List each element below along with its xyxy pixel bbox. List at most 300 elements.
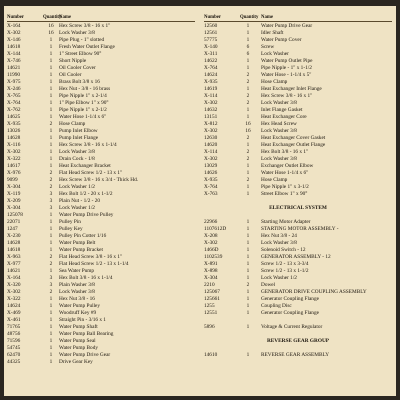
part-row xyxy=(7,149,195,156)
part-name: Water Hose - 1-1/4 x 5" xyxy=(261,72,312,78)
part-number: X-812 xyxy=(204,121,218,127)
part-row xyxy=(7,184,195,191)
part-name: Hex Screw 3/8 - 16 x 1-1/4 xyxy=(59,142,117,148)
part-row xyxy=(204,282,392,289)
part-row xyxy=(7,254,195,261)
part-row xyxy=(7,219,195,226)
part-quantity: 2 xyxy=(49,184,53,190)
part-number: X-963 xyxy=(7,254,21,260)
part-name: Screw xyxy=(261,44,275,50)
part-quantity: 1 xyxy=(49,51,53,57)
part-number: X-304 xyxy=(7,205,21,211)
part-quantity: 1 xyxy=(246,324,250,330)
part-name: Voltage & Current Regulator xyxy=(261,324,323,330)
part-quantity: 2 xyxy=(49,177,53,183)
part-row xyxy=(7,170,195,177)
part-row xyxy=(204,23,392,30)
part-row xyxy=(7,233,195,240)
part-name: Hose Clamp xyxy=(59,121,86,127)
part-row xyxy=(7,296,195,303)
part-name: Water Pump Seal xyxy=(59,338,96,344)
part-quantity: 1 xyxy=(246,114,250,120)
part-number: 1466D xyxy=(204,247,219,253)
part-number: X-116 xyxy=(7,142,21,148)
part-row xyxy=(7,128,195,135)
part-name: REVERSE GEAR ASSEMBLY xyxy=(261,352,330,358)
part-number: X-469 xyxy=(7,310,21,316)
part-row xyxy=(7,65,195,72)
part-number: X-304 xyxy=(204,275,218,281)
part-quantity: 1 xyxy=(49,324,53,330)
part-number: 71596 xyxy=(7,338,21,344)
part-number: 13026 xyxy=(7,128,21,134)
part-name: GENERATOR ASSEMBLY - 12 xyxy=(261,254,331,260)
part-quantity: 2 xyxy=(49,289,53,295)
header-quantity: Quantity xyxy=(43,15,62,20)
part-number: 14624 xyxy=(7,303,21,309)
part-name: Lock Washer 3/8 xyxy=(59,30,95,36)
part-quantity: 1 xyxy=(246,219,250,225)
part-quantity: 1 xyxy=(246,268,250,274)
part-name: Water Pump Shaft xyxy=(59,324,98,330)
part-quantity: 1 xyxy=(49,268,53,274)
part-name: Water Hose 1-1/4 x 6" xyxy=(261,170,309,176)
part-name: Pump Inlet Elbow xyxy=(59,128,98,134)
part-quantity: 1 xyxy=(49,303,53,309)
part-name: Water Pump Ball Bearing xyxy=(59,331,114,337)
part-name: Lock Washer 3/8 xyxy=(59,149,95,155)
part-row xyxy=(7,359,195,366)
part-quantity: 3 xyxy=(49,205,53,211)
part-row xyxy=(204,121,392,128)
part-row xyxy=(204,254,392,261)
part-row xyxy=(7,240,195,247)
part-name: Hose Clamp xyxy=(261,79,288,85)
part-number: X-164 xyxy=(7,23,21,29)
part-number: X-322 xyxy=(7,156,21,162)
part-number: X-461 xyxy=(7,317,21,323)
part-name: Hex Bolt 1/2 - 20 x 1-1/2 xyxy=(59,191,113,197)
part-quantity: 2 xyxy=(49,121,53,127)
header-number: Number xyxy=(7,15,25,20)
part-number: X-209 xyxy=(7,198,21,204)
part-number: X-146 xyxy=(7,37,21,43)
part-number: X-977 xyxy=(7,261,21,267)
part-name: Drain Cock - 1/8 xyxy=(59,156,95,162)
part-quantity: 1 xyxy=(49,135,53,141)
part-row xyxy=(204,156,392,163)
part-row xyxy=(204,233,392,240)
part-quantity: 3 xyxy=(49,275,53,281)
part-quantity: 1 xyxy=(246,170,250,176)
part-name: Pipe Nipple - 1" x 1-1/2 xyxy=(261,65,312,71)
part-quantity: 1 xyxy=(246,58,250,64)
part-number: 14622 xyxy=(204,58,218,64)
part-name: Hex Nut 3/8 - 16 xyxy=(59,296,95,302)
part-name: Dowel xyxy=(261,282,276,288)
part-quantity: 1 xyxy=(246,254,250,260)
part-number: X-935 xyxy=(7,121,21,127)
part-number: 57775 xyxy=(204,37,218,43)
part-quantity: 6 xyxy=(246,51,250,57)
part-name: Water Pump Bracket xyxy=(59,247,103,253)
part-name: Lock Washer 3/8 xyxy=(261,128,297,134)
header-quantity: Quantity xyxy=(240,15,259,20)
part-row xyxy=(7,23,195,30)
part-quantity: 1 xyxy=(49,345,53,351)
part-row xyxy=(204,240,392,247)
part-quantity: 2 xyxy=(49,254,53,260)
part-number: 1102539 xyxy=(204,254,223,260)
part-row xyxy=(7,93,195,100)
part-row xyxy=(7,331,195,338)
part-row xyxy=(7,58,195,65)
part-number: X-114 xyxy=(204,149,218,155)
part-row xyxy=(204,191,392,198)
part-number: X-304 xyxy=(7,184,21,190)
part-name: Starting Motor Adapter xyxy=(261,219,311,225)
part-number: X-898 xyxy=(204,268,218,274)
part-name: Pipe Nipple 1" x 3-1/2 xyxy=(261,184,309,190)
part-row xyxy=(7,30,195,37)
part-name: Hex Nut 3/8 - 24 xyxy=(261,233,297,239)
part-quantity: 1 xyxy=(246,233,250,239)
spacer xyxy=(204,198,392,205)
part-number: X-302 xyxy=(204,240,218,246)
part-quantity: 1 xyxy=(49,359,53,365)
part-row xyxy=(7,107,195,114)
part-name: Hex Screw 3/8 - 16 x 1" xyxy=(261,93,313,99)
left-parts-list xyxy=(7,23,195,366)
parts-list-page xyxy=(4,6,396,396)
part-quantity: 1 xyxy=(246,107,250,113)
part-number: 12560 xyxy=(204,23,218,29)
part-name: Heat Exchanger Cover Gasket xyxy=(261,135,326,141)
part-row xyxy=(7,310,195,317)
part-number: X-164 xyxy=(7,275,21,281)
part-name: Pump Inlet Flange xyxy=(59,135,99,141)
part-name: Screw 1/2 - 13 x 3-3/4 xyxy=(261,261,309,267)
part-row xyxy=(7,338,195,345)
part-name: Heat Exchanger Core xyxy=(261,114,307,120)
part-quantity: 1 xyxy=(49,79,53,85)
part-number: X-762 xyxy=(7,107,21,113)
part-number: X-311 xyxy=(204,51,218,57)
part-name: Pipe Plug - 1" slotted xyxy=(59,37,105,43)
part-row xyxy=(204,30,392,37)
part-number: X-320 xyxy=(7,282,21,288)
part-row xyxy=(7,51,195,58)
part-row xyxy=(204,268,392,275)
part-row xyxy=(204,128,392,135)
part-row xyxy=(7,275,195,282)
part-quantity: 1 xyxy=(49,317,53,323)
part-name: Lock Washer 3/8 xyxy=(59,289,95,295)
part-quantity: 1 xyxy=(49,65,53,71)
part-quantity: 1 xyxy=(49,149,53,155)
part-number: 14619 xyxy=(204,86,218,92)
part-number: 14632 xyxy=(204,107,218,113)
part-number: X-302 xyxy=(204,128,218,134)
part-quantity: 1 xyxy=(49,156,53,162)
part-row xyxy=(7,303,195,310)
part-name: Exchanger Outlet Elbow xyxy=(261,163,314,169)
part-name: Solenoid Switch - 12 xyxy=(261,247,306,253)
part-row xyxy=(204,135,392,142)
part-row xyxy=(204,149,392,156)
part-name: Generator Coupling Flange xyxy=(261,310,319,316)
part-row xyxy=(7,44,195,51)
part-quantity: 6 xyxy=(246,44,250,50)
part-name: Brass Bolt 3/8 x 16 xyxy=(59,79,100,85)
part-quantity: 1 xyxy=(246,261,250,267)
part-row xyxy=(204,114,392,121)
part-row xyxy=(7,198,195,205)
part-row xyxy=(204,100,392,107)
part-name: Lock Washer 1/2 xyxy=(59,184,95,190)
part-number: X-764 xyxy=(204,65,218,71)
part-name: 1" Pipe Elbow 1" x 90° xyxy=(59,100,109,106)
part-number: 1255 xyxy=(204,303,215,309)
part-name: Idler Shaft xyxy=(261,30,284,36)
part-name: Sea Water Pump xyxy=(59,268,95,274)
part-quantity: 1 xyxy=(246,240,250,246)
part-row xyxy=(204,51,392,58)
part-name: Hex Nut - 3/8 - 16 brass xyxy=(59,86,111,92)
part-number: 54745 xyxy=(7,345,21,351)
part-number: X-763 xyxy=(204,191,218,197)
part-row xyxy=(204,170,392,177)
part-number: 62470 xyxy=(7,352,21,358)
part-quantity: 2 xyxy=(246,79,250,85)
part-name: Pulley Pin Cotter 1/16 xyxy=(59,233,107,239)
part-name: Heat Exchanger Inlet Flange xyxy=(261,86,322,92)
part-quantity: 2 xyxy=(246,93,250,99)
part-quantity: 2 xyxy=(49,261,53,267)
part-row xyxy=(7,86,195,93)
right-parts-list xyxy=(204,23,392,359)
part-row xyxy=(7,289,195,296)
part-row xyxy=(204,44,392,51)
part-name: Lock Washer 3/8 xyxy=(261,100,297,106)
part-row xyxy=(204,289,392,296)
part-number: 71765 xyxy=(7,324,21,330)
part-number: X-764 xyxy=(7,100,21,106)
part-number: X-935 xyxy=(204,79,218,85)
part-name: Pipe Nipple 1" x 2-1/4 xyxy=(59,93,107,99)
part-quantity: 2 xyxy=(246,156,250,162)
part-row xyxy=(204,184,392,191)
part-quantity: 2 xyxy=(246,72,250,78)
part-number: 14621 xyxy=(7,268,21,274)
part-quantity: 1 xyxy=(49,37,53,43)
part-row xyxy=(204,219,392,226)
part-quantity: 1 xyxy=(246,303,250,309)
part-number: 22966 xyxy=(204,219,218,225)
part-name: Pulley Pin xyxy=(59,219,81,225)
part-row xyxy=(7,282,195,289)
spacer xyxy=(204,331,392,338)
part-number: 9099 xyxy=(7,177,18,183)
part-name: Water Pump Cover xyxy=(261,37,302,43)
part-number: 125067 xyxy=(204,289,220,295)
part-name: Water Pump Drive Pulley xyxy=(59,212,114,218)
part-name: Oil Cooler Cover xyxy=(59,65,96,71)
part-name: Lock Washer xyxy=(261,51,289,57)
part-quantity: 1 xyxy=(49,44,53,50)
part-quantity: 1 xyxy=(49,247,53,253)
part-quantity: 16 xyxy=(48,30,54,36)
right-header xyxy=(204,14,392,22)
part-name: Lock Washer 3/8 xyxy=(261,156,297,162)
part-name: Hex Screw 3/8 - 16 x 1" xyxy=(59,23,111,29)
part-row xyxy=(204,107,392,114)
part-quantity: 1 xyxy=(49,331,53,337)
part-number: X-891 xyxy=(204,261,218,267)
part-quantity: 1 xyxy=(49,86,53,92)
part-quantity: 1 xyxy=(49,100,53,106)
part-quantity: 1 xyxy=(246,184,250,190)
part-number: X-208 xyxy=(204,233,218,239)
part-quantity: 1 xyxy=(246,37,250,43)
part-quantity: 1 xyxy=(49,58,53,64)
part-number: X-322 xyxy=(7,296,21,302)
header-number: Number xyxy=(204,15,222,20)
part-number: X-140 xyxy=(204,44,218,50)
part-name: Lock Washer 3/8 xyxy=(261,240,297,246)
part-name: Water Hose 1-1/4 x 6" xyxy=(59,114,107,120)
part-quantity: 3 xyxy=(49,198,53,204)
part-row xyxy=(204,177,392,184)
part-row xyxy=(7,114,195,121)
part-row xyxy=(204,310,392,317)
part-quantity: 1 xyxy=(246,163,250,169)
part-number: 14624 xyxy=(204,72,218,78)
part-quantity: 1 xyxy=(246,275,250,281)
left-column xyxy=(7,14,195,366)
part-number: 125078 xyxy=(7,212,23,218)
part-name: Water Pump Body xyxy=(59,345,99,351)
part-quantity: 1 xyxy=(246,247,250,253)
spacer xyxy=(204,345,392,352)
part-row xyxy=(7,100,195,107)
part-name: Water Pump Drive Gear xyxy=(59,352,111,358)
part-quantity: 1 xyxy=(49,352,53,358)
section-title: REVERSE GEAR GROUP xyxy=(266,338,330,344)
part-number: X-302 xyxy=(204,156,218,162)
part-row xyxy=(7,261,195,268)
part-row xyxy=(204,79,392,86)
part-name: GENERATOR DRIVE COUPLING ASSEMBLY xyxy=(261,289,367,295)
part-quantity: 1 xyxy=(246,191,250,197)
part-number: 14610 xyxy=(204,352,218,358)
left-header xyxy=(7,14,195,22)
part-name: Inlet Flange Gasket xyxy=(261,107,303,113)
part-row xyxy=(7,135,195,142)
part-row xyxy=(204,303,392,310)
part-quantity: 2 xyxy=(246,100,250,106)
part-name: Water Pump Belt xyxy=(59,240,96,246)
spacer xyxy=(204,317,392,324)
part-number: X-302 xyxy=(7,289,21,295)
part-quantity: 1 xyxy=(49,93,53,99)
part-row xyxy=(7,121,195,128)
part-number: 44325 xyxy=(7,359,21,365)
part-number: X-246 xyxy=(7,86,21,92)
part-number: 13151 xyxy=(204,114,218,120)
part-number: 2210 xyxy=(204,282,215,288)
right-column xyxy=(204,14,392,359)
part-quantity: 1 xyxy=(246,289,250,295)
part-row xyxy=(7,268,195,275)
part-name: Heat Exchanger Bracket xyxy=(59,163,111,169)
part-row xyxy=(7,142,195,149)
part-quantity: 3 xyxy=(49,191,53,197)
part-row xyxy=(204,93,392,100)
part-name: Hex Bolt 3/8 - 16 x 1-1/4 xyxy=(59,275,113,281)
part-name: Pulley Key xyxy=(59,226,83,232)
part-quantity: 16 xyxy=(245,121,251,127)
part-row xyxy=(204,163,392,170)
part-number: X-230 xyxy=(7,233,21,239)
part-quantity: 1 xyxy=(246,23,250,29)
spacer xyxy=(204,212,392,219)
part-quantity: 1 xyxy=(49,72,53,78)
part-number: X-119 xyxy=(7,191,21,197)
part-quantity: 1 xyxy=(49,142,53,148)
part-name: Lock Washer 1/2 xyxy=(59,205,95,211)
section-heading xyxy=(204,338,392,345)
part-quantity: 1 xyxy=(246,65,250,71)
part-name: Short Nipple xyxy=(59,58,87,64)
part-number: 14618 xyxy=(7,247,21,253)
part-row xyxy=(7,317,195,324)
part-quantity: 3 xyxy=(49,282,53,288)
part-quantity: 1 xyxy=(246,226,250,232)
part-name: 1" Street Elbow 90° xyxy=(59,51,102,57)
header-name: Name xyxy=(59,15,71,20)
part-row xyxy=(204,72,392,79)
part-number: 22071 xyxy=(7,219,21,225)
part-row xyxy=(7,247,195,254)
part-name: Fresh Water Outlet Flange xyxy=(59,44,115,50)
part-name: Street Elbow 1" x 90° xyxy=(261,191,308,197)
part-name: Water Pump Outlet Pipe xyxy=(261,58,313,64)
part-row xyxy=(204,261,392,268)
part-row xyxy=(204,226,392,233)
part-number: X-975 xyxy=(7,79,21,85)
part-name: Drive Gear Key xyxy=(59,359,93,365)
part-row xyxy=(204,352,392,359)
part-row xyxy=(204,247,392,254)
part-row xyxy=(7,156,195,163)
part-quantity: 1 xyxy=(49,240,53,246)
part-number: 12551 xyxy=(204,310,218,316)
part-name: Flat Head Screw 1/2 - 13 x 1" xyxy=(59,170,123,176)
header-name: Name xyxy=(261,15,273,20)
part-number: X-302 xyxy=(7,149,21,155)
part-name: Oil Cooler xyxy=(59,72,82,78)
part-number: X-302 xyxy=(7,30,21,36)
part-number: 14628 xyxy=(7,240,21,246)
part-quantity: 2 xyxy=(246,149,250,155)
part-number: 13029 xyxy=(204,163,218,169)
part-name: Flat Head Screw 3/8 - 16 x 1" xyxy=(59,254,123,260)
part-number: 1107612D xyxy=(204,226,227,232)
part-row xyxy=(7,324,195,331)
part-number: 5896 xyxy=(204,324,215,330)
part-quantity: 1 xyxy=(49,107,53,113)
